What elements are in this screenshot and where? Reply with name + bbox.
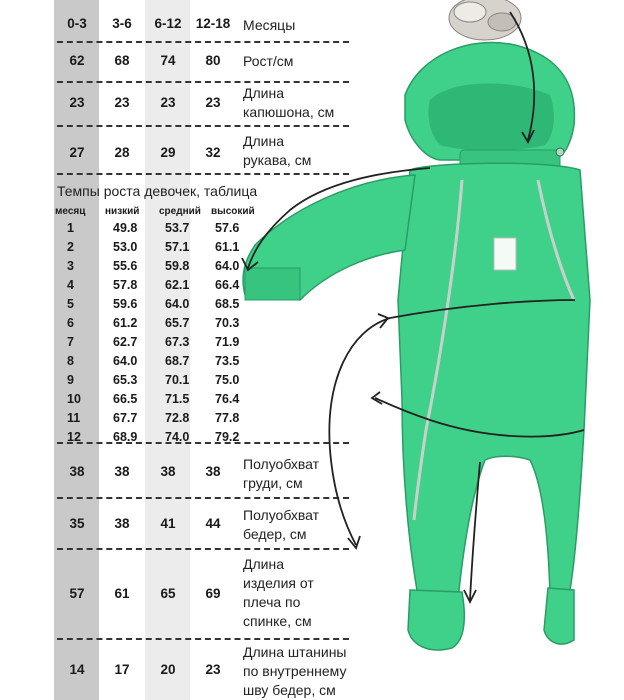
garment-length-cell: 65: [160, 586, 176, 601]
growth-cell: 4: [67, 277, 74, 292]
garment-length-label: Длина изделия от плеча по спинке, см: [243, 556, 314, 629]
hips-cell: 38: [114, 516, 130, 531]
height-cell: 80: [205, 53, 221, 68]
growth-col-mid: средний: [159, 205, 201, 217]
growth-row: [55, 313, 261, 332]
growth-cell: 62.1: [165, 277, 190, 292]
growth-cell: 71.5: [165, 391, 190, 406]
growth-cell: 59.8: [165, 258, 190, 273]
inseam-cell: 20: [160, 662, 176, 677]
chest-cell: 38: [114, 464, 130, 479]
size-header-6-12: 6-12: [154, 16, 182, 31]
growth-row: [55, 218, 261, 237]
height-cell: 68: [114, 53, 130, 68]
growth-cell: 67.3: [165, 334, 190, 349]
growth-cell: 57.6: [215, 220, 240, 235]
growth-cell: 57.8: [113, 277, 138, 292]
chest-cell: 38: [69, 464, 85, 479]
growth-cell: 2: [67, 239, 74, 254]
garment-length-cell: 69: [205, 586, 221, 601]
hood-length-cell: 23: [160, 95, 176, 110]
growth-cell: 9: [67, 372, 74, 387]
growth-cell: 57.1: [165, 239, 190, 254]
growth-cell: 72.8: [165, 410, 190, 425]
growth-cell: 8: [67, 353, 74, 368]
sleeve-length-cell: 32: [205, 145, 221, 160]
growth-row: [55, 427, 261, 446]
growth-cell: 74.0: [165, 429, 190, 444]
growth-cell: 10: [67, 391, 81, 406]
sleeve-length-cell: 27: [69, 145, 85, 160]
months-label: Месяцы: [243, 17, 296, 33]
inseam-cell: 23: [205, 662, 221, 677]
growth-row: [55, 256, 261, 275]
growth-cell: 68.5: [215, 296, 240, 311]
growth-cell: 66.4: [215, 277, 240, 292]
growth-cell: 53.0: [113, 239, 138, 254]
growth-cell: 70.1: [165, 372, 190, 387]
growth-cell: 66.5: [113, 391, 138, 406]
growth-cell: 49.8: [113, 220, 138, 235]
chest-label: Полуобхват груди, см: [243, 456, 320, 491]
chest-cell: 38: [160, 464, 176, 479]
growth-cell: 11: [67, 410, 81, 425]
growth-cell: 55.6: [113, 258, 138, 273]
growth-cell: 61.2: [113, 315, 138, 330]
garment-length-cell: 61: [114, 586, 130, 601]
growth-cell: 68.7: [165, 353, 190, 368]
height-label: Рост/см: [243, 53, 294, 69]
sleeve-length-cell: 28: [114, 145, 130, 160]
growth-row: [55, 389, 261, 408]
growth-cell: 1: [67, 220, 74, 235]
growth-cell: 79.2: [215, 429, 240, 444]
growth-cell: 61.1: [215, 239, 240, 254]
growth-cell: 59.6: [113, 296, 138, 311]
growth-cell: 77.8: [215, 410, 240, 425]
hips-label: Полуобхват бедер, см: [243, 507, 320, 542]
inseam-label: Длина штанины по внутреннему шву бедер, см: [243, 644, 347, 698]
growth-header-row: [55, 204, 261, 218]
growth-cell: 70.3: [215, 315, 240, 330]
growth-cell: 76.4: [215, 391, 240, 406]
growth-cell: 3: [67, 258, 74, 273]
growth-cell: 65.3: [113, 372, 138, 387]
growth-cell: 75.0: [215, 372, 240, 387]
height-cell: 74: [160, 53, 176, 68]
growth-row: [55, 351, 261, 370]
height-cell: 62: [69, 53, 85, 68]
growth-row: [55, 408, 261, 427]
growth-cell: 68.9: [113, 429, 138, 444]
growth-cell: 64.0: [215, 258, 240, 273]
growth-cell: 64.0: [165, 296, 190, 311]
inseam-cell: 14: [69, 662, 85, 677]
growth-col-high: высокий: [211, 205, 255, 217]
growth-cell: 71.9: [215, 334, 240, 349]
growth-cell: 64.0: [113, 353, 138, 368]
growth-col-low: низкий: [105, 205, 140, 217]
chest-cell: 38: [205, 464, 221, 479]
growth-cell: 73.5: [215, 353, 240, 368]
growth-row: [55, 237, 261, 256]
growth-cell: 5: [67, 296, 74, 311]
growth-cell: 6: [67, 315, 74, 330]
sleeve-length-label: Длина рукава, см: [243, 133, 312, 168]
size-header-12-18: 12-18: [195, 16, 231, 31]
sleeve-length-cell: 29: [160, 145, 176, 160]
growth-table: [55, 204, 261, 446]
hips-cell: 44: [205, 516, 221, 531]
fur-pompom: [449, 0, 521, 40]
growth-cell: 62.7: [113, 334, 138, 349]
growth-cell: 67.7: [113, 410, 138, 425]
hips-cell: 35: [69, 516, 85, 531]
growth-row: [55, 370, 261, 389]
size-header-3-6: 3-6: [112, 16, 132, 31]
growth-row: [55, 294, 261, 313]
hood-length-cell: 23: [69, 95, 85, 110]
growth-cell: 53.7: [165, 220, 190, 235]
growth-cell: 7: [67, 334, 74, 349]
growth-table-title: Темпы роста девочек, таблица: [57, 183, 258, 199]
inseam-cell: 17: [114, 662, 130, 677]
hood-length-label: Длина капюшона, см: [243, 85, 335, 120]
growth-col-month: месяц: [55, 205, 86, 217]
growth-row: [55, 275, 261, 294]
hips-cell: 41: [160, 516, 176, 531]
hood-length-cell: 23: [205, 95, 221, 110]
growth-row: [55, 332, 261, 351]
growth-cell: 65.7: [165, 315, 190, 330]
growth-cell: 12: [67, 429, 81, 444]
hood-length-cell: 23: [114, 95, 130, 110]
garment-length-cell: 57: [69, 586, 85, 601]
size-header-0-3: 0-3: [67, 16, 87, 31]
